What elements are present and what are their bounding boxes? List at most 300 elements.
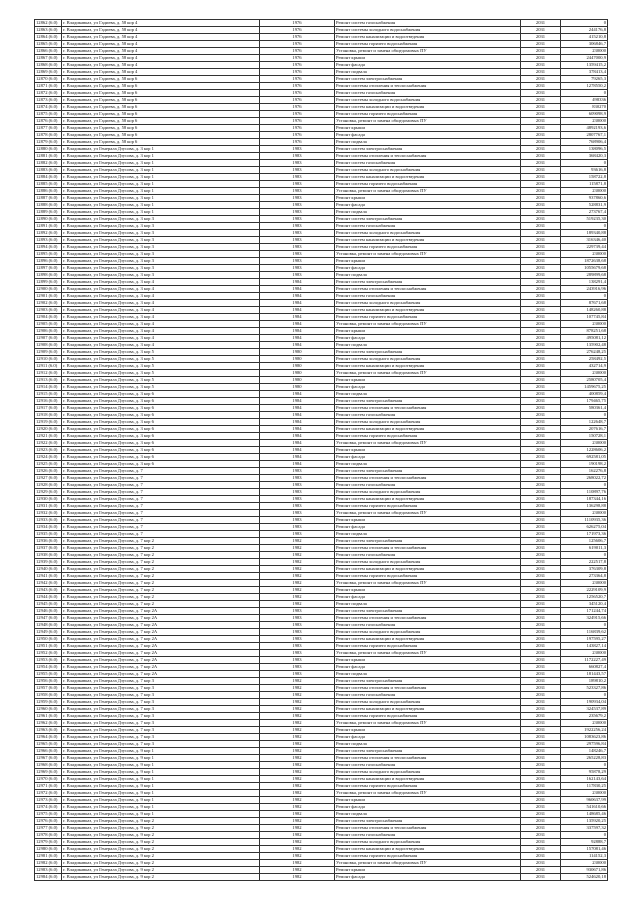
plan-year-cell: 2031 bbox=[521, 811, 561, 818]
work-type-cell: Ремонт систем газоснабжения bbox=[335, 552, 521, 559]
build-year-cell: 1982 bbox=[260, 538, 335, 545]
work-type-cell: Ремонт подвала bbox=[335, 461, 521, 468]
build-year-cell: 1976 bbox=[260, 132, 335, 139]
table-row bbox=[35, 510, 608, 517]
row-id-cell: 12866 (6.0) bbox=[35, 48, 62, 55]
table-row bbox=[35, 237, 608, 244]
address-cell: г. Владикавказ, ул Генерала Дзусова, д. 9 кор 2 bbox=[62, 818, 260, 825]
row-id-cell: 12889 (6.0) bbox=[35, 209, 62, 216]
cost-cell: 171244,74 bbox=[561, 608, 608, 615]
address-cell: г. Владикавказ, ул Гадиева, д. 58 кор 4 bbox=[62, 48, 260, 55]
table-row bbox=[35, 657, 608, 664]
row-id-cell: 12927 (6.0) bbox=[35, 475, 62, 482]
build-year-cell: 1982 bbox=[260, 860, 335, 867]
row-id-cell: 12951 (6.0) bbox=[35, 643, 62, 650]
row-id-cell: 12887 (6.0) bbox=[35, 195, 62, 202]
address-cell: г. Владикавказ, ул Генерала Дзусова, д. 3 кор 3 bbox=[62, 272, 260, 279]
table-row bbox=[35, 804, 608, 811]
row-id-cell: 12955 (6.0) bbox=[35, 671, 62, 678]
cost-cell: 222517,8 bbox=[561, 559, 608, 566]
work-type-cell: Ремонт системы горячего водоснабжения bbox=[335, 853, 521, 860]
plan-year-cell: 2031 bbox=[521, 454, 561, 461]
work-type-cell: Установка, ремонт и замена общедомовых ПУ bbox=[335, 321, 521, 328]
address-cell: г. Владикавказ, ул Генерала Дзусова, д. 3 кор 6 bbox=[62, 440, 260, 447]
row-id-cell: 12921 (6.0) bbox=[35, 433, 62, 440]
plan-year-cell: 2031 bbox=[521, 314, 561, 321]
row-id-cell: 12913 (6.0) bbox=[35, 377, 62, 384]
cost-cell: 609098,9 bbox=[561, 111, 608, 118]
build-year-cell: 1982 bbox=[260, 839, 335, 846]
cost-cell: 0 bbox=[561, 160, 608, 167]
row-id-cell: 12948 (6.0) bbox=[35, 622, 62, 629]
build-year-cell: 1982 bbox=[260, 769, 335, 776]
table-row bbox=[35, 489, 608, 496]
cost-cell: 519235,30 bbox=[561, 216, 608, 223]
row-id-cell: 12868 (6.0) bbox=[35, 62, 62, 69]
row-id-cell: 12899 (6.0) bbox=[35, 279, 62, 286]
plan-year-cell: 2031 bbox=[521, 181, 561, 188]
plan-year-cell: 2031 bbox=[521, 342, 561, 349]
table-row bbox=[35, 230, 608, 237]
work-type-cell: Ремонт систем электроснабжения bbox=[335, 678, 521, 685]
address-cell: г. Владикавказ, ул Генерала Дзусова, д. 3 кор 3 bbox=[62, 258, 260, 265]
build-year-cell: 1983 bbox=[260, 664, 335, 671]
plan-year-cell: 2031 bbox=[521, 790, 561, 797]
build-year-cell: 1982 bbox=[260, 713, 335, 720]
table-row bbox=[35, 692, 608, 699]
address-cell: г. Владикавказ, ул Генерала Дзусова, д. 7 bbox=[62, 524, 260, 531]
work-type-cell: Ремонт систем канализации и водоотведения bbox=[335, 104, 521, 111]
row-id-cell: 12963 (6.0) bbox=[35, 727, 62, 734]
row-id-cell: 12882 (6.0) bbox=[35, 160, 62, 167]
build-year-cell: 1983 bbox=[260, 153, 335, 160]
address-cell: г. Владикавказ, ул Генерала Дзусова, д. 9 кор 2 bbox=[62, 874, 260, 881]
row-id-cell: 12918 (6.0) bbox=[35, 412, 62, 419]
address-cell: г. Владикавказ, ул Генерала Дзусова, д. 3 кор 6 bbox=[62, 454, 260, 461]
row-id-cell: 12875 (6.0) bbox=[35, 111, 62, 118]
plan-year-cell: 2031 bbox=[521, 587, 561, 594]
build-year-cell: 1983 bbox=[260, 496, 335, 503]
row-id-cell: 12926 (6.0) bbox=[35, 468, 62, 475]
table-row bbox=[35, 594, 608, 601]
table-row bbox=[35, 615, 608, 622]
row-id-cell: 12966 (6.0) bbox=[35, 748, 62, 755]
work-type-cell: Ремонт подвала bbox=[335, 139, 521, 146]
table-row bbox=[35, 433, 608, 440]
table-row bbox=[35, 496, 608, 503]
row-id-cell: 12865 (6.0) bbox=[35, 41, 62, 48]
address-cell: г. Владикавказ, ул Генерала Дзусова, д. 7 кор 3 bbox=[62, 713, 260, 720]
work-type-cell: Ремонт систем газоснабжения bbox=[335, 622, 521, 629]
table-row bbox=[35, 244, 608, 251]
table-row bbox=[35, 398, 608, 405]
build-year-cell: 1984 bbox=[260, 454, 335, 461]
table-row bbox=[35, 370, 608, 377]
plan-year-cell: 2031 bbox=[521, 664, 561, 671]
work-type-cell: Ремонт системы холодного водоснабжения bbox=[335, 167, 521, 174]
build-year-cell: 1982 bbox=[260, 545, 335, 552]
plan-year-cell: 2031 bbox=[521, 307, 561, 314]
build-year-cell: 1983 bbox=[260, 258, 335, 265]
row-id-cell: 12960 (6.0) bbox=[35, 706, 62, 713]
build-year-cell: 1984 bbox=[260, 321, 335, 328]
row-id-cell: 12917 (6.0) bbox=[35, 405, 62, 412]
table-row bbox=[35, 202, 608, 209]
row-id-cell: 12863 (6.0) bbox=[35, 27, 62, 34]
work-type-cell: Установка, ремонт и замена общедомовых ПУ bbox=[335, 251, 521, 258]
cost-cell: 0 bbox=[561, 832, 608, 839]
plan-year-cell: 2031 bbox=[521, 34, 561, 41]
row-id-cell: 12969 (6.0) bbox=[35, 769, 62, 776]
build-year-cell: 1983 bbox=[260, 475, 335, 482]
work-type-cell: Установка, ремонт и замена общедомовых ПУ bbox=[335, 440, 521, 447]
build-year-cell: 1984 bbox=[260, 328, 335, 335]
address-cell: г. Владикавказ, ул Генерала Дзусова, д. 3 кор 5 bbox=[62, 356, 260, 363]
address-cell: г. Владикавказ, ул Генерала Дзусова, д. 9 кор 1 bbox=[62, 748, 260, 755]
address-cell: г. Владикавказ, ул Генерала Дзусова, д. 3 кор 1 bbox=[62, 174, 260, 181]
build-year-cell: 1982 bbox=[260, 678, 335, 685]
table-row bbox=[35, 384, 608, 391]
work-type-cell: Ремонт системы горячего водоснабжения bbox=[335, 573, 521, 580]
row-id-cell: 12931 (6.0) bbox=[35, 503, 62, 510]
cost-cell: 273767,4 bbox=[561, 209, 608, 216]
cost-cell: 297596,84 bbox=[561, 741, 608, 748]
cost-cell: 244176,8 bbox=[561, 27, 608, 34]
table-row bbox=[35, 97, 608, 104]
plan-year-cell: 2031 bbox=[521, 510, 561, 517]
address-cell: г. Владикавказ, ул Генерала Дзусова, д. 7 кор 2 bbox=[62, 538, 260, 545]
work-type-cell: Ремонт системы горячего водоснабжения bbox=[335, 111, 521, 118]
cost-cell: 289899,68 bbox=[561, 272, 608, 279]
table-row bbox=[35, 713, 608, 720]
plan-year-cell: 2031 bbox=[521, 468, 561, 475]
build-year-cell: 1976 bbox=[260, 20, 335, 27]
work-type-cell: Установка, ремонт и замена общедомовых ПУ bbox=[335, 370, 521, 377]
build-year-cell: 1976 bbox=[260, 111, 335, 118]
row-id-cell: 12981 (6.0) bbox=[35, 853, 62, 860]
build-year-cell: 1982 bbox=[260, 804, 335, 811]
work-type-cell: Ремонт системы отопления и теплоснабжения bbox=[335, 615, 521, 622]
row-id-cell: 12942 (6.0) bbox=[35, 580, 62, 587]
row-id-cell: 12956 (6.0) bbox=[35, 678, 62, 685]
table-row bbox=[35, 62, 608, 69]
build-year-cell: 1984 bbox=[260, 293, 335, 300]
address-cell: г. Владикавказ, ул Гадиева, д. 58 кор 6 bbox=[62, 97, 260, 104]
build-year-cell: 1984 bbox=[260, 398, 335, 405]
row-id-cell: 12984 (6.0) bbox=[35, 874, 62, 881]
address-cell: г. Владикавказ, ул Генерала Дзусова, д. 7 кор 3 bbox=[62, 734, 260, 741]
row-id-cell: 12903 (6.0) bbox=[35, 307, 62, 314]
build-year-cell: 1983 bbox=[260, 629, 335, 636]
table-row bbox=[35, 461, 608, 468]
cost-cell: 1872638,68 bbox=[561, 258, 608, 265]
table-row bbox=[35, 664, 608, 671]
work-type-cell: Установка, ремонт и замена общедомовых ПУ bbox=[335, 650, 521, 657]
address-cell: г. Владикавказ, ул Генерала Дзусова, д. 7 кор 2 bbox=[62, 594, 260, 601]
plan-year-cell: 2031 bbox=[521, 559, 561, 566]
plan-year-cell: 2031 bbox=[521, 566, 561, 573]
row-id-cell: 12897 (6.0) bbox=[35, 265, 62, 272]
row-id-cell: 12904 (6.0) bbox=[35, 314, 62, 321]
work-type-cell: Ремонт систем канализации и водоотведения bbox=[335, 307, 521, 314]
row-id-cell: 12922 (6.0) bbox=[35, 440, 62, 447]
address-cell: г. Владикавказ, ул Генерала Дзусова, д. 3 кор 5 bbox=[62, 370, 260, 377]
work-type-cell: Ремонт подвала bbox=[335, 811, 521, 818]
plan-year-cell: 2031 bbox=[521, 776, 561, 783]
build-year-cell: 1976 bbox=[260, 27, 335, 34]
row-id-cell: 12973 (6.0) bbox=[35, 797, 62, 804]
row-id-cell: 12959 (6.0) bbox=[35, 699, 62, 706]
build-year-cell: 1976 bbox=[260, 97, 335, 104]
plan-year-cell: 2031 bbox=[521, 734, 561, 741]
plan-year-cell: 2031 bbox=[521, 839, 561, 846]
build-year-cell: 1982 bbox=[260, 853, 335, 860]
build-year-cell: 1984 bbox=[260, 440, 335, 447]
build-year-cell: 1983 bbox=[260, 671, 335, 678]
address-cell: г. Владикавказ, ул Генерала Дзусова, д. 3 кор 1 bbox=[62, 146, 260, 153]
plan-year-cell: 2031 bbox=[521, 748, 561, 755]
row-id-cell: 12881 (6.0) bbox=[35, 153, 62, 160]
cost-cell: 276248,25 bbox=[561, 349, 608, 356]
plan-year-cell: 2031 bbox=[521, 608, 561, 615]
row-id-cell: 12867 (6.0) bbox=[35, 55, 62, 62]
table-row bbox=[35, 391, 608, 398]
build-year-cell: 1983 bbox=[260, 265, 335, 272]
address-cell: г. Владикавказ, ул Генерала Дзусова, д. 9 кор 1 bbox=[62, 811, 260, 818]
build-year-cell: 1983 bbox=[260, 237, 335, 244]
plan-year-cell: 2031 bbox=[521, 818, 561, 825]
address-cell: г. Владикавказ, ул Генерала Дзусова, д. 7 bbox=[62, 496, 260, 503]
table-row bbox=[35, 188, 608, 195]
work-type-cell: Ремонт систем газоснабжения bbox=[335, 20, 521, 27]
work-type-cell: Ремонт системы отопления и теплоснабжения bbox=[335, 825, 521, 832]
table-row bbox=[35, 734, 608, 741]
work-type-cell: Ремонт системы холодного водоснабжения bbox=[335, 769, 521, 776]
table-row bbox=[35, 209, 608, 216]
work-type-cell: Ремонт фасада bbox=[335, 62, 521, 69]
cost-cell: 138291,4 bbox=[561, 279, 608, 286]
plan-year-cell: 2031 bbox=[521, 706, 561, 713]
plan-year-cell: 2031 bbox=[521, 160, 561, 167]
build-year-cell: 1983 bbox=[260, 503, 335, 510]
cost-cell: 207616,7 bbox=[561, 426, 608, 433]
plan-year-cell: 2031 bbox=[521, 629, 561, 636]
plan-year-cell: 2031 bbox=[521, 650, 561, 657]
table-row bbox=[35, 860, 608, 867]
build-year-cell: 1982 bbox=[260, 818, 335, 825]
table-row bbox=[35, 90, 608, 97]
work-type-cell: Установка, ремонт и замена общедомовых ПУ bbox=[335, 790, 521, 797]
work-type-cell: Ремонт подвала bbox=[335, 531, 521, 538]
row-id-cell: 12900 (6.0) bbox=[35, 286, 62, 293]
row-id-cell: 12976 (6.0) bbox=[35, 818, 62, 825]
address-cell: г. Владикавказ, ул Генерала Дзусова, д. 7 bbox=[62, 475, 260, 482]
address-cell: г. Владикавказ, ул Генерала Дзусова, д. 3 кор 4 bbox=[62, 286, 260, 293]
table-row bbox=[35, 69, 608, 76]
table-row bbox=[35, 328, 608, 335]
table-row bbox=[35, 531, 608, 538]
table-row bbox=[35, 195, 608, 202]
work-type-cell: Ремонт систем газоснабжения bbox=[335, 293, 521, 300]
build-year-cell: 1976 bbox=[260, 55, 335, 62]
plan-year-cell: 2031 bbox=[521, 174, 561, 181]
work-type-cell: Ремонт подвала bbox=[335, 342, 521, 349]
plan-year-cell: 2031 bbox=[521, 41, 561, 48]
work-type-cell: Ремонт систем электроснабжения bbox=[335, 216, 521, 223]
cost-cell: 171973,36 bbox=[561, 531, 608, 538]
cost-cell: 0 bbox=[561, 762, 608, 769]
row-id-cell: 12934 (6.0) bbox=[35, 524, 62, 531]
cost-cell: 230000 bbox=[561, 860, 608, 867]
row-id-cell: 12936 (6.0) bbox=[35, 538, 62, 545]
work-type-cell: Ремонт крыши bbox=[335, 797, 521, 804]
row-id-cell: 12923 (6.0) bbox=[35, 447, 62, 454]
row-id-cell: 12902 (6.0) bbox=[35, 300, 62, 307]
plan-year-cell: 2031 bbox=[521, 699, 561, 706]
row-id-cell: 12906 (6.0) bbox=[35, 328, 62, 335]
build-year-cell: 1982 bbox=[260, 811, 335, 818]
plan-year-cell: 2031 bbox=[521, 405, 561, 412]
work-type-cell: Ремонт системы холодного водоснабжения bbox=[335, 356, 521, 363]
address-cell: г. Владикавказ, ул Генерала Дзусова, д. 3 кор 1 bbox=[62, 209, 260, 216]
table-row bbox=[35, 629, 608, 636]
address-cell: г. Владикавказ, ул Генерала Дзусова, д. 7 bbox=[62, 489, 260, 496]
build-year-cell: 1983 bbox=[260, 174, 335, 181]
work-type-cell: Ремонт фасада bbox=[335, 524, 521, 531]
cost-cell: 230000 bbox=[561, 790, 608, 797]
row-id-cell: 12939 (6.0) bbox=[35, 559, 62, 566]
build-year-cell: 1983 bbox=[260, 216, 335, 223]
address-cell: г. Владикавказ, ул Генерала Дзусова, д. 9 кор 2 bbox=[62, 832, 260, 839]
table-row bbox=[35, 867, 608, 874]
cost-cell: 0 bbox=[561, 223, 608, 230]
work-type-cell: Ремонт крыши bbox=[335, 377, 521, 384]
address-cell: г. Владикавказ, ул Генерала Дзусова, д. 7 кор 2А bbox=[62, 650, 260, 657]
address-cell: г. Владикавказ, ул Генерала Дзусова, д. 9 кор 1 bbox=[62, 783, 260, 790]
row-id-cell: 12961 (6.0) bbox=[35, 713, 62, 720]
work-type-cell: Ремонт подвала bbox=[335, 671, 521, 678]
plan-year-cell: 2031 bbox=[521, 636, 561, 643]
row-id-cell: 12929 (6.0) bbox=[35, 489, 62, 496]
plan-year-cell: 2031 bbox=[521, 489, 561, 496]
plan-year-cell: 2031 bbox=[521, 671, 561, 678]
row-id-cell: 12968 (6.0) bbox=[35, 762, 62, 769]
table-row bbox=[35, 832, 608, 839]
table-row bbox=[35, 300, 608, 307]
cost-cell: 0 bbox=[561, 622, 608, 629]
work-type-cell: Ремонт системы горячего водоснабжения bbox=[335, 244, 521, 251]
cost-cell: 107745,84 bbox=[561, 314, 608, 321]
row-id-cell: 12894 (6.0) bbox=[35, 244, 62, 251]
table-row bbox=[35, 48, 608, 55]
table-row bbox=[35, 622, 608, 629]
table-row bbox=[35, 104, 608, 111]
row-id-cell: 12935 (6.0) bbox=[35, 531, 62, 538]
address-cell: г. Владикавказ, ул Гадиева, д. 58 кор 4 bbox=[62, 69, 260, 76]
build-year-cell: 1984 bbox=[260, 419, 335, 426]
cost-cell: 179465,75 bbox=[561, 398, 608, 405]
address-cell: г. Владикавказ, ул Гадиева, д. 58 кор 6 bbox=[62, 118, 260, 125]
cost-cell: 1256520,7 bbox=[561, 594, 608, 601]
plan-year-cell: 2031 bbox=[521, 202, 561, 209]
table-row bbox=[35, 797, 608, 804]
build-year-cell: 1982 bbox=[260, 566, 335, 573]
work-type-cell: Ремонт системы холодного водоснабжения bbox=[335, 419, 521, 426]
address-cell: г. Владикавказ, ул Генерала Дзусова, д. 7 кор 3 bbox=[62, 706, 260, 713]
cost-cell: 230000 bbox=[561, 650, 608, 657]
work-type-cell: Ремонт подвала bbox=[335, 741, 521, 748]
address-cell: г. Владикавказ, ул Генерала Дзусова, д. 3 кор 1 bbox=[62, 195, 260, 202]
work-type-cell: Ремонт систем канализации и водоотведения bbox=[335, 776, 521, 783]
address-cell: г. Владикавказ, ул Гадиева, д. 58 кор 4 bbox=[62, 27, 260, 34]
address-cell: г. Владикавказ, ул Генерала Дзусова, д. 3 кор 3 bbox=[62, 223, 260, 230]
work-type-cell: Ремонт крыши bbox=[335, 55, 521, 62]
cost-cell: 162276,8 bbox=[561, 468, 608, 475]
table-row bbox=[35, 363, 608, 370]
work-type-cell: Ремонт системы отопления и теплоснабжения bbox=[335, 755, 521, 762]
cost-cell: 306846,7 bbox=[561, 41, 608, 48]
cost-cell: 368420,3 bbox=[561, 153, 608, 160]
row-id-cell: 12938 (6.0) bbox=[35, 552, 62, 559]
plan-year-cell: 2031 bbox=[521, 538, 561, 545]
plan-year-cell: 2031 bbox=[521, 139, 561, 146]
plan-year-cell: 2031 bbox=[521, 580, 561, 587]
table-row bbox=[35, 160, 608, 167]
address-cell: г. Владикавказ, ул Генерала Дзусова, д. 3 кор 6 bbox=[62, 398, 260, 405]
work-type-cell: Ремонт систем канализации и водоотведения bbox=[335, 566, 521, 573]
work-type-cell: Установка, ремонт и замена общедомовых ПУ bbox=[335, 188, 521, 195]
work-type-cell: Ремонт системы отопления и теплоснабжения bbox=[335, 83, 521, 90]
work-type-cell: Ремонт фасада bbox=[335, 594, 521, 601]
address-cell: г. Владикавказ, ул Генерала Дзусова, д. 9 кор 1 bbox=[62, 755, 260, 762]
table-row bbox=[35, 216, 608, 223]
plan-year-cell: 2031 bbox=[521, 412, 561, 419]
build-year-cell: 1983 bbox=[260, 622, 335, 629]
build-year-cell: 1984 bbox=[260, 391, 335, 398]
table-row bbox=[35, 405, 608, 412]
row-id-cell: 12979 (6.0) bbox=[35, 839, 62, 846]
work-type-cell: Ремонт подвала bbox=[335, 69, 521, 76]
address-cell: г. Владикавказ, ул Генерала Дзусова, д. 9 кор 1 bbox=[62, 804, 260, 811]
build-year-cell: 1982 bbox=[260, 783, 335, 790]
build-year-cell: 1976 bbox=[260, 69, 335, 76]
work-type-cell: Ремонт системы горячего водоснабжения bbox=[335, 783, 521, 790]
cost-cell: 138096,5 bbox=[561, 146, 608, 153]
plan-year-cell: 2031 bbox=[521, 874, 561, 881]
cost-cell: 523327,86 bbox=[561, 685, 608, 692]
row-id-cell: 12983 (6.0) bbox=[35, 867, 62, 874]
plan-year-cell: 2031 bbox=[521, 55, 561, 62]
work-type-cell: Ремонт систем электроснабжения bbox=[335, 608, 521, 615]
cost-cell: 495081,12 bbox=[561, 335, 608, 342]
build-year-cell: 1984 bbox=[260, 426, 335, 433]
build-year-cell: 1983 bbox=[260, 650, 335, 657]
cost-cell: 1083623,86 bbox=[561, 734, 608, 741]
work-type-cell: Ремонт систем канализации и водоотведения bbox=[335, 846, 521, 853]
table-row bbox=[35, 552, 608, 559]
plan-year-cell: 2031 bbox=[521, 657, 561, 664]
table-row bbox=[35, 741, 608, 748]
table-row bbox=[35, 27, 608, 34]
cost-cell: 189810,2 bbox=[561, 678, 608, 685]
build-year-cell: 1983 bbox=[260, 482, 335, 489]
cost-cell: 524620,18 bbox=[561, 874, 608, 881]
cost-cell: 2229109,9 bbox=[561, 587, 608, 594]
cost-cell: 87671,68 bbox=[561, 300, 608, 307]
address-cell: г. Владикавказ, ул Гадиева, д. 58 кор 4 bbox=[62, 20, 260, 27]
row-id-cell: 12915 (6.0) bbox=[35, 391, 62, 398]
address-cell: г. Владикавказ, ул Генерала Дзусова, д. 3 кор 4 bbox=[62, 307, 260, 314]
